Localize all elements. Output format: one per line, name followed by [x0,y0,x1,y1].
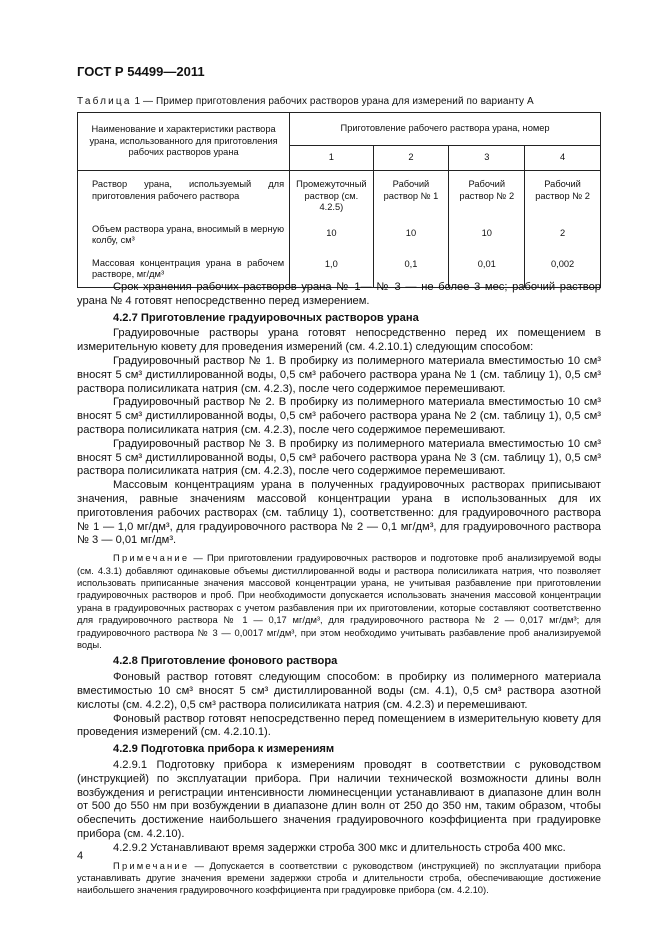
table-row-label: Объем раствора урана, вносимый в мерную колбу, см³ [78,218,290,250]
document-body [77,281,601,901]
paragraph-storage: Срок хранения рабочих растворов урана № 1— № 3 — не более 3 мес; рабочий раствор урана № 4 готовят непосредственно перед измерением. [77,281,601,307]
paragraph: Фоновый раствор готовят непосредственно перед помещением в измерительную кювету для проведения измерений (см. 4.2.10.1). [77,712,601,739]
table-row [78,171,601,218]
note-text: — При приготовлении градуировочных растворов и подготовке проб анализируемой воды (см. 4.3.1) добавляют одинаковые объемы дистиллированной воды и раствора полисиликата натрия, что позволяет использовать приписанные значения массовой концентрации урана, не учитывая разбавление при приготовлении градуировочных растворов и проб. При необходимости допускается использовать значения массовой концентрации урана в градуировочных растворах с учетом разбавления при их приготовлении, которые составляют соответственно для градуировочного раствора № 1 — 0,17 мг/дм³, для градуировочного раствора № 2 — 0,017 мг/дм³; для градуировочного раствора № 3 — 0,0017 мг/дм³, при этом необходимо учитывать разбавление проб анализируемой воды. [77,552,601,650]
table-col-number: 4 [525,146,601,171]
table-col-number: 2 [373,146,449,171]
table-row-label: Массовая концентрация урана в рабочем растворе, мг/дм³ [78,250,290,288]
paragraph: Фоновый раствор готовят следующим способом: в пробирку из полимерного материала вместимостью 10 см³ вносят 5 см³ дистиллированной воды (см. 4.1), 0,5 см³ раствора азотной кислоты (см. 4.2.2), 0,5 см³ раствора полисиликата натрия (см. 4.2.3) и перемешивают. [77,671,601,711]
document-header: ГОСТ Р 54499—2011 [77,64,205,79]
note [77,552,601,651]
table-col-header-left: Наименование и характеристики раствора урана, использованного для приготовления рабочих растворов урана [78,113,290,171]
table-cell: 10 [373,218,449,250]
table-cell: 10 [449,218,525,250]
table-cell: Рабочий раствор № 1 [373,171,449,218]
table-cell: Промежуточный раствор (см. 4.2.5) [290,171,373,218]
table-cell: 10 [290,218,373,250]
paragraph: Градуировочный раствор № 3. В пробирку из полимерного материала вместимостью 10 см³ вносят 5 см³ дистиллированной воды, 0,5 см³ рабочего раствора урана № 3 (см. таблицу 1), 0,5 см³ раствора полисиликата натрия (см. 4.2.3), после чего содержимое перемешивают. [77,437,601,478]
note-text: — Допускается в соответствии с руководством (инструкцией) по эксплуатации прибора устанавливать другие значения времени задержки строба и длительности строба, обеспечивающие достижение наибольшего значения градуировочного коэффициента при градуировке прибора (см. 4.2.10). [77,859,601,896]
paragraph: Градуировочный раствор № 1. В пробирку из полимерного материала вместимостью 10 см³ вносят 5 см³ дистиллированной воды, 0,5 см³ рабочего раствора урана № 1 (см. таблицу 1), 0,5 см³ раствора полисиликата натрия (см. 4.2.3), после чего содержимое перемешивают. [77,354,601,395]
section-heading-4-2-9: 4.2.9 Подготовка прибора к измерениям [113,743,335,756]
table-cell: 0,01 [449,250,525,288]
table-cell: Рабочий раствор № 2 [525,171,601,218]
table-caption-word: Таблица [77,96,132,107]
table-cell: 0,002 [525,250,601,288]
note-word: Примечание [113,552,190,564]
table-row-label: Раствор урана, используемый для приготовления рабочего раствора [78,171,290,218]
paragraph: 4.2.9.1 Подготовку прибора к измерениям проводят в соответствии с руководством (инструкцией) по эксплуатации прибора. При наличии технической возможности длины волн возбуждения и регистрации интенсивности люминесценции устанавливают в диапазоне длин волн от 500 до 550 нм при возбуждении в диапазоне длин волн от 250 до 350 нм, таким образом, чтобы обеспечить достижение наибольшего значения градуировочного коэффициента при градуировке прибора (см. 4.2.10). [77,758,601,840]
section-heading-4-2-7: 4.2.7 Приготовление градуировочных растворов урана [113,311,419,324]
table-col-number: 1 [290,146,373,171]
note-word: Примечание [113,859,190,871]
paragraph: Градуировочный раствор № 2. В пробирку из полимерного материала вместимостью 10 см³ вносят 5 см³ дистиллированной воды, 0,5 см³ рабочего раствора урана № 2 (см. таблицу 1), 0,5 см³ раствора полисиликата натрия (см. 4.2.3), после чего содержимое перемешивают. [77,396,601,436]
paragraph: Массовым концентрациям урана в полученных градуировочных растворах приписывают значения, равные значениям массовой концентрации урана в использованных для их приготовления рабочих растворах (см. таблицу 1), соответственно: для градуировочного раствора № 1 — 1,0 мг/дм³, для градуировочного раствора № 2 — 0,1 мг/дм³, для градуировочного раствора № 3 — 0,01 мг/дм³. [77,479,601,547]
table-cell: Рабочий раствор № 2 [449,171,525,218]
table-row [78,218,601,250]
table-caption [77,96,534,107]
table-cell: 1,0 [290,250,373,288]
table-col-header-right: Приготовление рабочего раствора урана, номер [290,113,601,146]
table-1 [77,112,601,288]
table-col-number: 3 [449,146,525,171]
paragraph: Градуировочные растворы урана готовят непосредственно перед их помещением в измерительную кювету для проведения измерений (см. 4.2.10.1) следующим способом: [77,327,601,354]
page-number: 4 [77,850,84,862]
section-heading-4-2-8: 4.2.8 Приготовление фонового раствора [113,655,338,668]
note [77,860,601,897]
table-cell: 0,1 [373,250,449,288]
table-cell: 2 [525,218,601,250]
table-caption-text: 1 — Пример приготовления рабочих растворов урана для измерений по варианту А [131,96,534,107]
paragraph: 4.2.9.2 Устанавливают время задержки строба 300 мкс и длительность строба 400 мкс. [113,841,566,854]
